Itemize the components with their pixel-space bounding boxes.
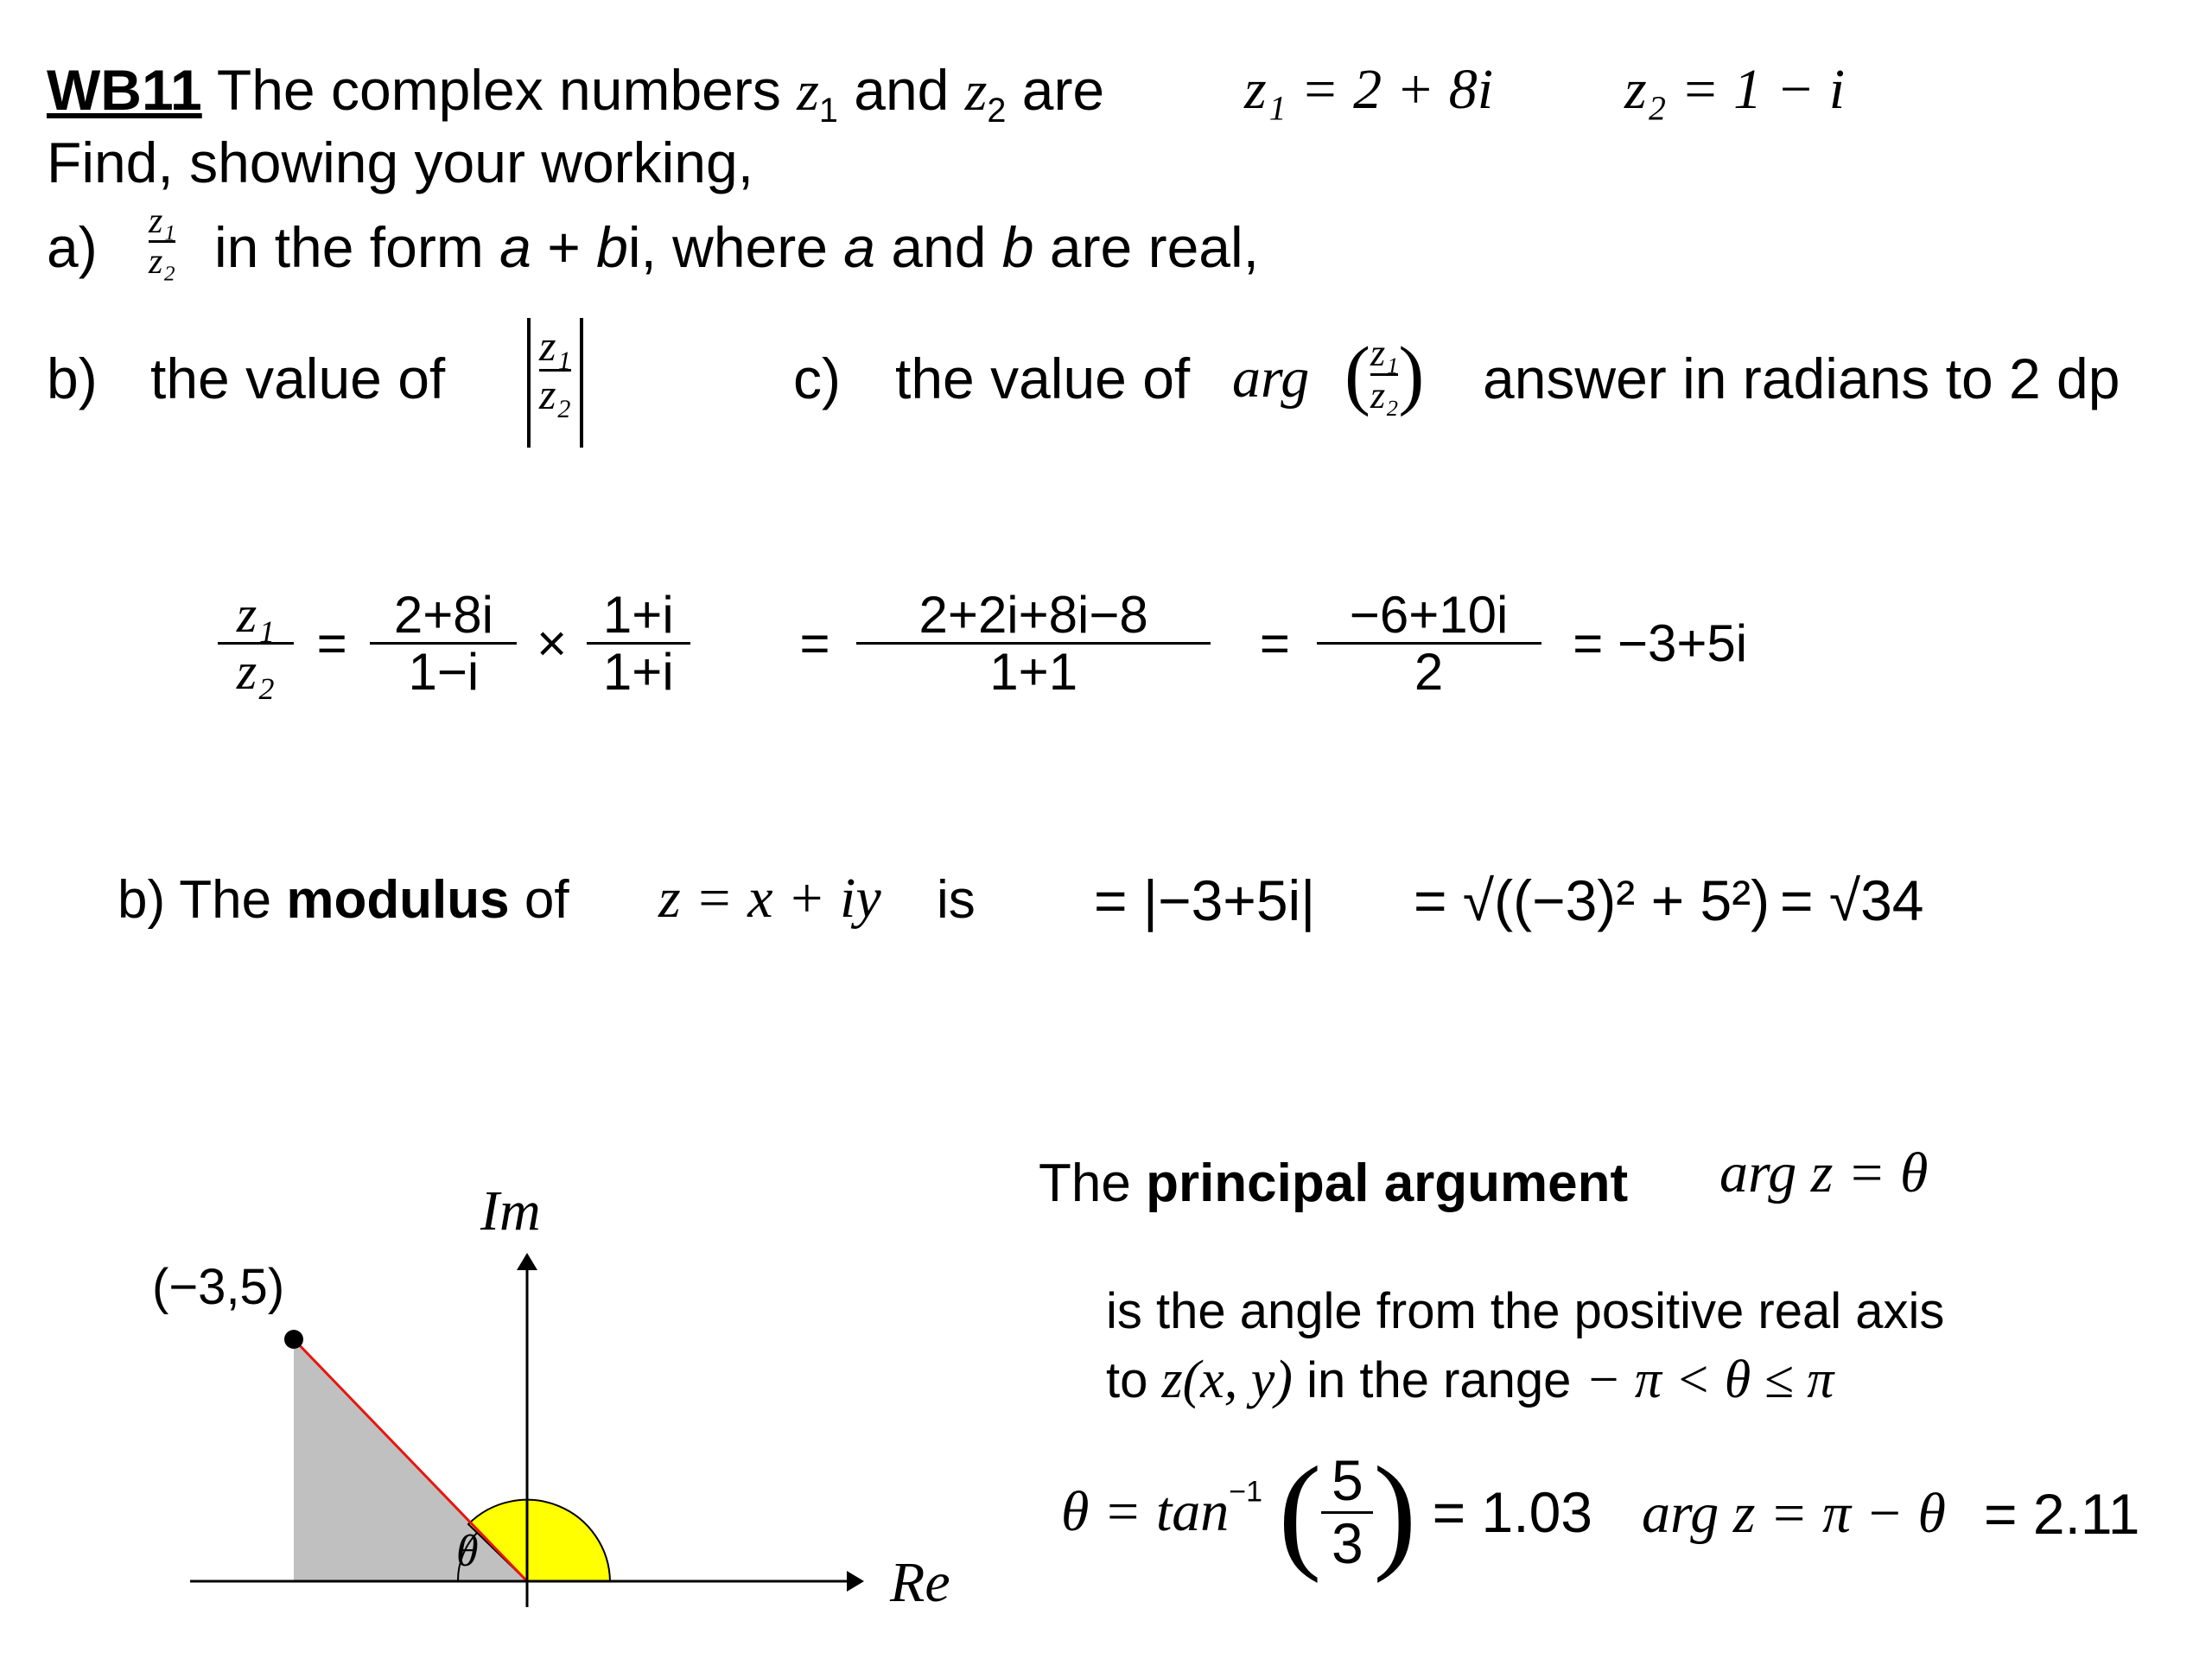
working-a: $\frac{\text{z₁}}{\text{z₂}}$ = $\frac{2+8i}{1-i}$ × $\frac{1+i}{1+i}$ = $\frac{2+2i+8i-8}{1+1}$ = $\frac{-6+10i}{2}$ = −3+5i — [218, 588, 1747, 699]
part-a-numerator: z₁ — [149, 201, 175, 241]
arg-final-expression: arg z = π − θ — [1642, 1482, 1946, 1545]
lhs-numerator: z₁ — [236, 586, 276, 643]
z1-definition: z₁ = 2 + 8i — [1244, 58, 1494, 121]
tan-denominator: 3 — [1321, 1511, 1373, 1573]
part-b-numerator: z₁ — [539, 321, 571, 370]
re-axis-label: Re — [890, 1551, 950, 1614]
point-label: (−3,5) — [152, 1259, 285, 1315]
im-axis-label: Im — [480, 1179, 541, 1243]
part-a-text — [214, 214, 1259, 280]
var-and: and — [891, 215, 987, 279]
var-a: a — [843, 215, 875, 279]
modulus-of: of — [524, 870, 569, 930]
lhs-denominator: z₂ — [218, 642, 294, 699]
z1-symbol: z — [797, 60, 819, 123]
theta-tan: θ = tan — [1061, 1480, 1230, 1543]
working-b-intro — [118, 869, 569, 931]
form-plus: + — [547, 215, 581, 279]
var-b: b — [1001, 215, 1034, 279]
part-a-end: are real, — [1049, 215, 1259, 279]
part-a-fraction — [149, 202, 175, 281]
modulus-prefix: b) The — [118, 870, 272, 930]
part-b-text: the value of — [150, 346, 446, 410]
fraction3-numerator: 2+2i+8i−8 — [918, 586, 1148, 644]
fraction4-numerator: −6+10i — [1349, 586, 1509, 644]
times-sign: × — [537, 614, 568, 672]
is-word: is — [937, 870, 976, 930]
point-marker — [284, 1330, 303, 1349]
fraction3-denominator: 1+1 — [856, 642, 1211, 699]
part-b-abs-bars — [527, 318, 583, 448]
fraction2-denominator: 1+i — [587, 642, 690, 699]
part-c-numerator: z₁ — [1370, 331, 1399, 374]
part-c-arg: arg — [1232, 346, 1310, 410]
principal-argument-intro — [1039, 1153, 1628, 1214]
fraction1-denominator: 1−i — [370, 642, 517, 699]
z1-subscript: 1 — [818, 92, 838, 130]
principal-bold: principal argument — [1146, 1154, 1629, 1213]
part-a-label: a) — [47, 215, 98, 279]
part-a-intro: in the form — [214, 215, 484, 279]
z-point: z(x, y) — [1161, 1351, 1293, 1409]
inverse-superscript: −1 — [1229, 1475, 1263, 1509]
arg-definition: arg z = θ — [1719, 1141, 1929, 1205]
z-definition: z = x + iy — [658, 867, 881, 930]
range-expression: − π < θ ≤ π — [1585, 1351, 1834, 1409]
form-i: i, where — [627, 215, 828, 279]
modulus-sqrt-expression: = √((−3)² + 5²) — [1414, 868, 1770, 932]
modulus-result: = √34 — [1780, 868, 1924, 932]
z2-subscript: 2 — [987, 92, 1007, 130]
part-c-text: the value of — [895, 346, 1191, 410]
part-b-denominator: z₂ — [539, 369, 571, 418]
working-a-result: = −3+5i — [1573, 614, 1748, 672]
theta-result: = 1.03 — [1432, 1480, 1592, 1544]
and-word: and — [854, 58, 950, 122]
part-c-denominator: z₂ — [1370, 374, 1399, 416]
part-b-label: b) — [47, 346, 98, 410]
modulus-abs-expression: = |−3+5i| — [1094, 868, 1316, 932]
theta-calculation: $\theta = \tan^{-1}$ ( $\frac{5}{3}$ ) = 1.03 — [1061, 1440, 1592, 1584]
form-b: b — [596, 215, 628, 279]
part-c-tail: answer in radians to 2 dp — [1483, 346, 2120, 410]
tan-numerator: 5 — [1332, 1448, 1363, 1513]
form-a: a — [499, 215, 531, 279]
z2-symbol: z — [964, 60, 988, 123]
imaginary-axis-arrow — [517, 1253, 537, 1270]
range-text: in the range — [1306, 1352, 1572, 1408]
principal-prefix: The — [1039, 1154, 1131, 1213]
question-intro: The complex numbers — [216, 58, 781, 122]
definition-line-2 — [1106, 1350, 1834, 1411]
question-header — [47, 57, 1104, 130]
definition-line-1: is the angle from the positive real axis — [1106, 1283, 1945, 1339]
argand-diagram — [173, 1158, 968, 1624]
to-word: to — [1106, 1352, 1148, 1408]
z2-definition: z₂ = 1 − i — [1624, 58, 1846, 121]
fraction4-denominator: 2 — [1317, 642, 1541, 699]
arg-final-result: = 2.11 — [1984, 1482, 2140, 1546]
part-c-label: c) — [793, 346, 841, 410]
modulus-bold: modulus — [286, 870, 510, 930]
fraction2-numerator: 1+i — [602, 586, 674, 644]
find-instruction: Find, showing your working, — [47, 130, 754, 194]
are-word: are — [1021, 58, 1105, 122]
real-axis-arrow — [847, 1571, 864, 1592]
question-code: WB11 — [47, 58, 202, 122]
fraction1-numerator: 2+8i — [393, 586, 493, 644]
part-a-denominator: z₂ — [149, 242, 175, 283]
theta-label: θ — [456, 1527, 479, 1576]
part-c-fraction: ( $\frac{\text{z₁}}{\text{z₂}}$ ) — [1344, 331, 1425, 417]
